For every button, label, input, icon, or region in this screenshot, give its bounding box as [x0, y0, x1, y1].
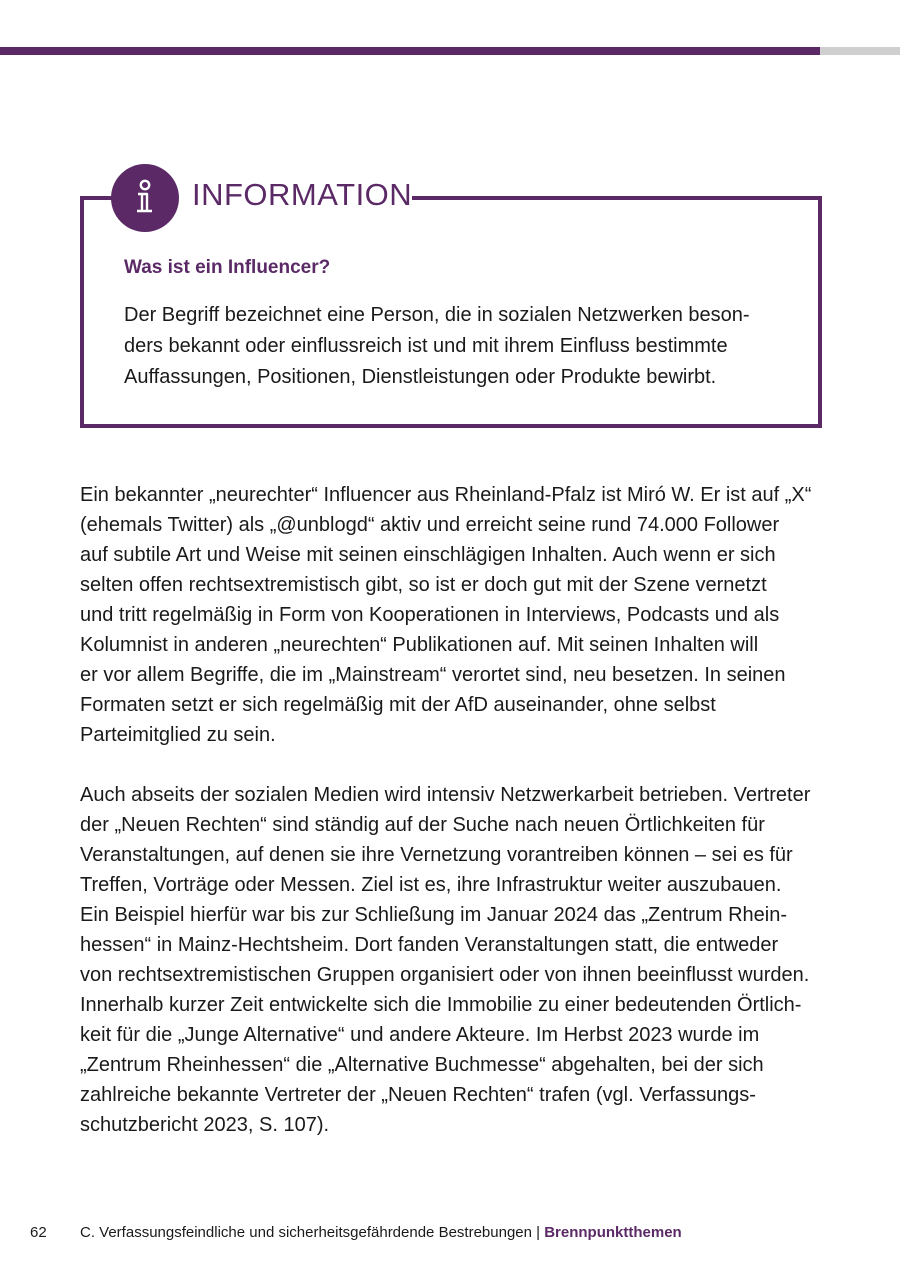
paragraph-line: und tritt regelmäßig in Form von Kooperationen in Interviews, Podcasts und als	[80, 604, 780, 626]
paragraph-line: er vor allem Begriffe, die im „Mainstream“ verortet sind, neu besetzen. In seinen	[80, 664, 786, 686]
paragraph-line: schutzbericht 2023, S. 107).	[80, 1114, 330, 1136]
paragraph-line: Parteimitglied zu sein.	[80, 724, 276, 746]
body-paragraph-1	[80, 480, 825, 750]
information-text-line: Der Begriff bezeichnet eine Person, die in sozialen Netzwerken beson-	[124, 304, 750, 326]
information-box-top-border-left	[80, 196, 114, 200]
paragraph-line: selten offen rechtsextremistisch gibt, so ist er doch gut mit der Szene vernetzt	[80, 574, 767, 596]
information-text-line: Auffassungen, Positionen, Dienstleistungen oder Produkte bewirbt.	[124, 366, 717, 388]
information-subtitle: Was ist ein Influencer?	[124, 257, 331, 278]
information-heading: INFORMATION	[192, 177, 413, 212]
paragraph-line: der „Neuen Rechten“ sind ständig auf der Suche nach neuen Örtlichkeiten für	[80, 814, 765, 836]
paragraph-line: auf subtile Art und Weise mit seinen einschlägigen Inhalten. Auch wenn er sich	[80, 544, 776, 566]
paragraph-line: „Zentrum Rheinhessen“ die „Alternative Buchmesse“ abgehalten, bei der sich	[80, 1054, 764, 1076]
paragraph-line: Ein Beispiel hierfür war bis zur Schließung im Januar 2024 das „Zentrum Rhein-	[80, 904, 787, 926]
paragraph-line: Kolumnist in anderen „neurechten“ Publikationen auf. Mit seinen Inhalten will	[80, 634, 759, 656]
paragraph-line: zahlreiche bekannte Vertreter der „Neuen Rechten“ trafen (vgl. Verfassungs-	[80, 1084, 756, 1106]
footer-chapter	[80, 1224, 682, 1241]
body-paragraph-2	[80, 780, 825, 1140]
information-text	[124, 300, 804, 393]
paragraph-line: Auch abseits der sozialen Medien wird intensiv Netzwerkarbeit betrieben. Vertreter	[80, 784, 811, 806]
information-box-top-border-right	[412, 196, 818, 200]
paragraph-line: keit für die „Junge Alternative“ und andere Akteure. Im Herbst 2023 wurde im	[80, 1024, 760, 1046]
paragraph-line: Ein bekannter „neurechter“ Influencer aus Rheinland-Pfalz ist Miró W. Er ist auf „X“	[80, 484, 812, 506]
info-icon	[111, 164, 179, 232]
footer-section-title: Brennpunktthemen	[544, 1224, 682, 1241]
header-accent-bar	[0, 47, 820, 55]
information-text-line: ders bekannt oder einflussreich ist und mit ihrem Einfluss bestimmte	[124, 335, 728, 357]
header-gray-bar	[820, 47, 900, 55]
paragraph-line: Treffen, Vorträge oder Messen. Ziel ist es, ihre Infrastruktur weiter auszubauen.	[80, 874, 782, 896]
paragraph-line: hessen“ in Mainz-Hechtsheim. Dort fanden Veranstaltungen statt, die entweder	[80, 934, 779, 956]
paragraph-line: (ehemals Twitter) als „@unblogd“ aktiv und erreicht seine rund 74.000 Follower	[80, 514, 780, 536]
paragraph-line: von rechtsextremistischen Gruppen organisiert oder von ihnen beeinflusst wurden.	[80, 964, 810, 986]
footer-chapter-title: C. Verfassungsfeindliche und sicherheitsgefährdende Bestrebungen |	[80, 1224, 545, 1241]
paragraph-line: Innerhalb kurzer Zeit entwickelte sich die Immobilie zu einer bedeutenden Örtlich-	[80, 994, 802, 1016]
paragraph-line: Veranstaltungen, auf denen sie ihre Vernetzung vorantreiben können – sei es für	[80, 844, 793, 866]
paragraph-line: Formaten setzt er sich regelmäßig mit der AfD auseinander, ohne selbst	[80, 694, 716, 716]
page-number: 62	[30, 1224, 47, 1241]
